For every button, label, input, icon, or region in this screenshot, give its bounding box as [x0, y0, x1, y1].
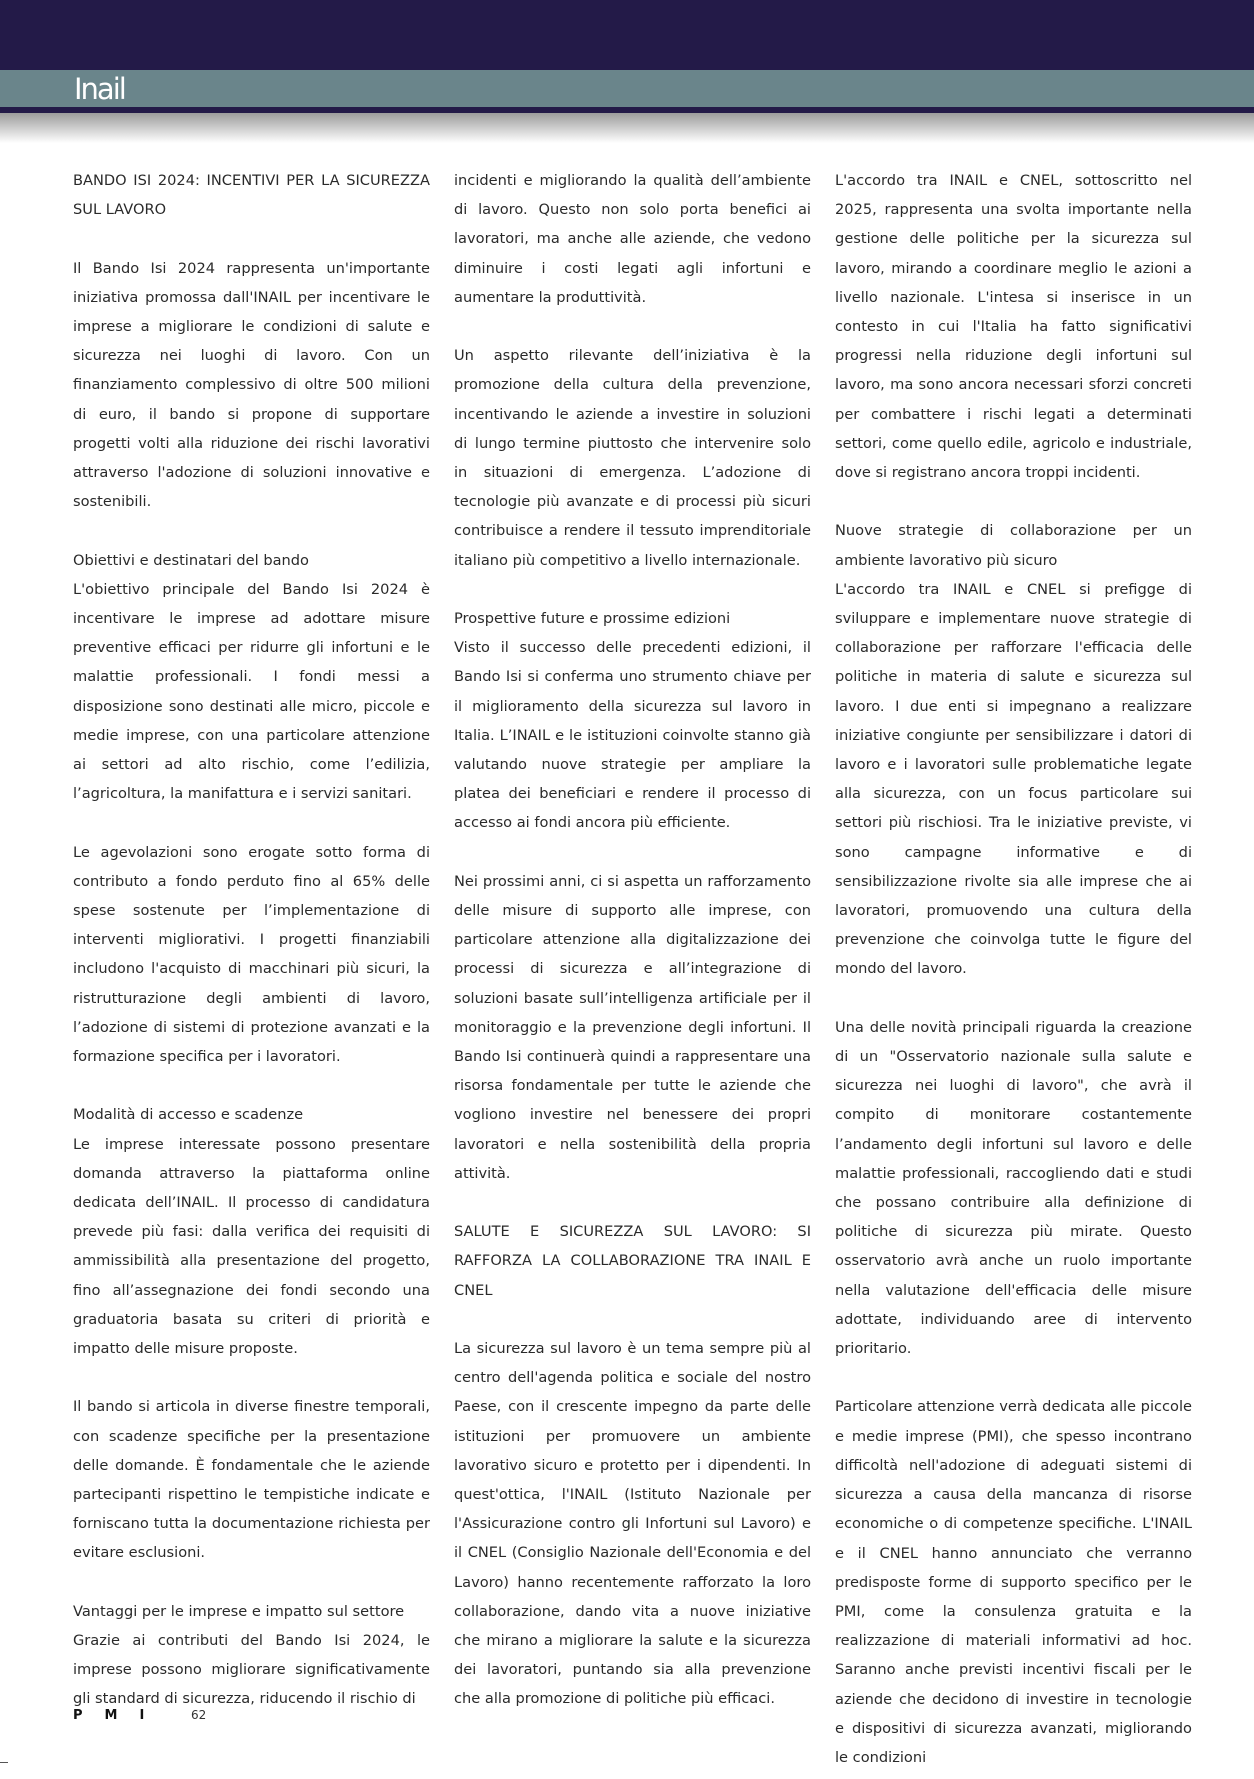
paragraph-spacer: [835, 487, 1192, 516]
article-paragraph: SALUTE E SICUREZZA SUL LAVORO: SI RAFFORZA LA COLLABORAZIONE TRA INAIL E CNEL: [454, 1223, 811, 1299]
page-number: 62: [191, 1708, 207, 1722]
article-column-1: [73, 166, 430, 1714]
paragraph-spacer: [73, 1071, 430, 1100]
paragraph-spacer: [454, 312, 811, 341]
paragraph-spacer: [454, 1188, 811, 1217]
article-paragraph: Un aspetto rilevante dell’iniziativa è la promozione della cultura della prevenzione, incentivando le aziende a investire in soluzioni di lungo termine piuttosto che intervenire solo in situazioni di emergenza. L’adozione di tecnologie più avanzate e di processi più sicuri contribuisce a rendere il tessuto imprenditoriale italiano più competitivo a livello internazionale.: [454, 347, 811, 569]
article-paragraph: Nuove strategie di collaborazione per un ambiente lavorativo più sicuro: [835, 522, 1192, 569]
inail-logo: Inail: [74, 72, 125, 106]
paragraph-spacer: [73, 224, 430, 253]
article-paragraph: L'obiettivo principale del Bando Isi 2024 è incentivare le imprese ad adottare misure preventive efficaci per ridurre gli infortuni e le malattie professionali. I fondi messi a disposizione sono destinati alle micro, piccole e medie imprese, con una particolare attenzione ai settori ad alto rischio, come l’edilizia, l’agricoltura, la manifattura e i servizi sanitari.: [73, 580, 430, 803]
paragraph-spacer: [835, 984, 1192, 1013]
header-band: [0, 70, 1254, 107]
article-paragraph: Particolare attenzione verrà dedicata alle piccole e medie imprese (PMI), che spesso incontrano difficoltà nell'adozione di adeguati sistemi di sicurezza a causa della mancanza di risorse economiche o di competenze specifiche. L'INAIL e il CNEL hanno annunciato che verranno predisposte forme di supporto specifico per le PMI, come la consulenza gratuita e la realizzazione di materiali informativi ad hoc. Saranno anche previsti incentivi fiscali per le aziende che decidono di investire in tecnologie e dispositivi di sicurezza avanzati, migliorando le condizioni: [835, 1398, 1193, 1766]
paragraph-spacer: [73, 808, 430, 837]
magazine-name: PMI: [73, 1708, 167, 1723]
article-paragraph: Vantaggi per le imprese e impatto sul settore: [73, 1602, 405, 1620]
article-column-3: [835, 166, 1192, 1772]
paragraph-spacer: [73, 1568, 430, 1597]
article-paragraph: Grazie ai contributi del Bando Isi 2024, le imprese possono migliorare significativamente gli standard di sicurezza, riducendo il rischio di: [73, 1632, 430, 1708]
article-column-2: [454, 166, 811, 1714]
article-paragraph: BANDO ISI 2024: INCENTIVI PER LA SICUREZZA SUL LAVORO: [73, 172, 430, 219]
article-paragraph: Prospettive future e prossime edizioni: [454, 610, 731, 628]
article-paragraph: Il bando si articola in diverse finestre temporali, con scadenze specifiche per la presentazione delle domande. È fondamentale che le aziende partecipanti rispettino le tempistiche indicate e forniscano tutta la documentazione richiesta per evitare esclusioni.: [73, 1398, 430, 1562]
article-paragraph: Le imprese interessate possono presentare domanda attraverso la piattaforma online dedicata dell’INAIL. Il processo di candidatura prevede più fasi: dalla verifica dei requisiti di ammissibilità alla presentazione del progetto, fino all’assegnazione dei fondi secondo una graduatoria basata su criteri di priorità e impatto delle misure proposte.: [73, 1135, 430, 1358]
article-paragraph: L'accordo tra INAIL e CNEL si prefigge di sviluppare e implementare nuove strategie di collaborazione per rafforzare l'efficacia delle politiche in materia di salute e sicurezza sul lavoro. I due enti si impegnano a realizzare iniziative congiunte per sensibilizzare i datori di lavoro e i lavoratori sulle problematiche legate alla sicurezza, con un focus particolare sui settori più rischiosi. Tra le iniziative previste, vi sono campagne informative e di sensibilizzazione rivolte sia alle imprese che ai lavoratori, promuovendo una cultura della prevenzione che coinvolga tutte le figure del mondo del lavoro.: [835, 580, 1192, 978]
article-paragraph: Una delle novità principali riguarda la creazione di un "Osservatorio nazionale sulla salute e sicurezza nei luoghi di lavoro", che avrà il compito di monitorare costantemente l’andamento degli infortuni sul lavoro e delle malattie professionali, raccogliendo dati e studi che possano contribuire alla definizione di politiche di sicurezza più mirate. Questo osservatorio avrà anche un ruolo importante nella valutazione dell'efficacia delle misure adottate, individuando aree di intervento prioritario.: [835, 1018, 1192, 1358]
article-paragraph: La sicurezza sul lavoro è un tema sempre più al centro dell'agenda politica e sociale del nostro Paese, con il crescente impegno da parte delle istituzioni per promuovere un ambiente lavorativo sicuro e protetto per i dipendenti. In quest'ottica, l'INAIL (Istituto Nazionale per l'Assicurazione contro gli Infortuni sul Lavoro) e il CNEL (Consiglio Nazionale dell'Economia e del Lavoro) hanno recentemente rafforzato la loro collaborazione, dando vita a nuove iniziative che mirano a migliorare la salute e la sicurezza dei lavoratori, puntando sia alla prevenzione che alla promozione di politiche più efficaci.: [454, 1340, 811, 1708]
paragraph-spacer: [73, 516, 430, 545]
article-paragraph: Modalità di accesso e scadenze: [73, 1106, 304, 1124]
header-top-bar: [0, 0, 1254, 70]
article-paragraph: Obiettivi e destinatari del bando: [73, 551, 309, 569]
article-paragraph: incidenti e migliorando la qualità dell’ambiente di lavoro. Questo non solo porta benefici ai lavoratori, ma anche alle aziende, che vedono diminuire i costi legati agli infortuni e aumentare la produttività.: [454, 172, 811, 306]
article-paragraph: L'accordo tra INAIL e CNEL, sottoscritto nel 2025, rappresenta una svolta importante nella gestione delle politiche per la sicurezza sul lavoro, mirando a coordinare meglio le azioni a livello nazionale. L'intesa si inserisce in un contesto in cui l'Italia ha fatto significativi progressi nella riduzione degli infortuni sul lavoro, ma sono ancora necessari sforzi concreti per combattere i rischi legati a determinati settori, come quello edile, agricolo e industriale, dove si registrano ancora troppi incidenti.: [835, 172, 1192, 482]
header-shadow: [0, 113, 1254, 143]
crop-mark: [0, 1762, 8, 1763]
paragraph-spacer: [835, 1363, 1192, 1392]
paragraph-spacer: [454, 838, 811, 867]
article-paragraph: Visto il successo delle precedenti edizioni, il Bando Isi si conferma uno strumento chiave per il miglioramento della sicurezza sul lavoro in Italia. L’INAIL e le istituzioni coinvolte stanno già valutando nuove strategie per ampliare la platea dei beneficiari e rendere il processo di accesso ai fondi ancora più efficiente.: [454, 639, 811, 832]
article-paragraph: Il Bando Isi 2024 rappresenta un'importante iniziativa promossa dall'INAIL per incentivare le imprese a migliorare le condizioni di salute e sicurezza nei luoghi di lavoro. Con un finanziamento complessivo di oltre 500 milioni di euro, il bando si propone di supportare progetti volti alla riduzione dei rischi lavorativi attraverso l'adozione di soluzioni innovative e sostenibili.: [73, 259, 430, 511]
article-paragraph: Le agevolazioni sono erogate sotto forma di contributo a fondo perduto fino al 65% delle spese sostenute per l’implementazione di interventi migliorativi. I progetti finanziabili includono l'acquisto di macchinari più sicuri, la ristrutturazione degli ambienti di lavoro, l’adozione di sistemi di protezione avanzati e la formazione specifica per i lavoratori.: [73, 843, 430, 1066]
paragraph-spacer: [73, 1363, 430, 1392]
article-paragraph: Nei prossimi anni, ci si aspetta un rafforzamento delle misure di supporto alle imprese, con particolare attenzione alla digitalizzazione dei processi di sicurezza e all’integrazione di soluzioni basate sull’intelligenza artificiale per il monitoraggio e la prevenzione degli infortuni. Il Bando Isi continuerà quindi a rappresentare una risorsa fondamentale per tutte le aziende che vogliono investire nel benessere dei propri lavoratori e nella sostenibilità della propria attività.: [454, 872, 811, 1182]
paragraph-spacer: [454, 1305, 811, 1334]
paragraph-spacer: [454, 575, 811, 604]
